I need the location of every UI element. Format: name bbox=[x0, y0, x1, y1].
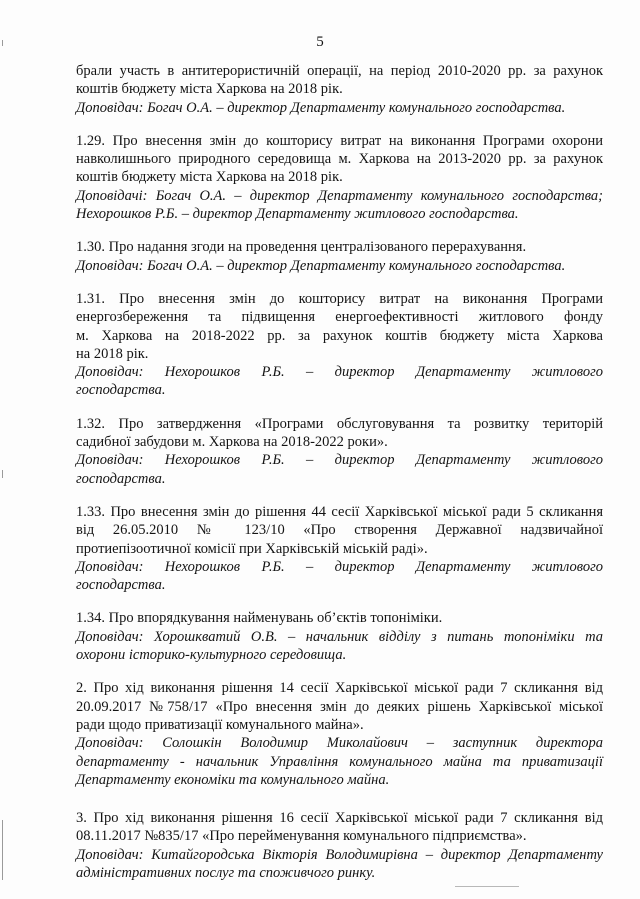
text-line: 2. Про хід виконання рішення 14 сесії Харківської міської ради 7 скликання від bbox=[76, 680, 603, 697]
scan-edge-mark bbox=[2, 470, 3, 478]
speaker-line bbox=[76, 257, 603, 275]
text-line: 1.33. Про внесення змін до рішення 44 сесії Харківської міської ради 5 скликання bbox=[76, 503, 603, 520]
agenda-item-text bbox=[76, 415, 603, 452]
speaker-line bbox=[76, 846, 603, 883]
speaker-text-line: Доповідач: Богач О.А. – директор Департаменту комунального господарства. bbox=[76, 99, 566, 116]
agenda-item-1-31 bbox=[76, 290, 603, 400]
agenda-item-text bbox=[76, 809, 603, 846]
speaker-line bbox=[76, 558, 603, 595]
footer-line bbox=[455, 886, 519, 887]
speaker-line bbox=[76, 628, 603, 665]
text-line: брали участь в антитерористичній операції, на період 2010-2020 рр. за рахунок bbox=[76, 63, 603, 79]
text-line: ради щодо приватизації комунального майна». bbox=[76, 716, 364, 733]
text-line: м. Харкова на 2018-2022 рр. за рахунок коштів бюджету міста Харкова bbox=[76, 327, 603, 344]
speaker-line bbox=[76, 734, 603, 789]
agenda-item-1-32 bbox=[76, 415, 603, 488]
text-line: навколишнього природного середовища м. Харкова на 2013-2020 рр. за рахунок bbox=[76, 151, 603, 168]
speaker-text-line: Доповідач: Хорошкватий О.В. – начальник відділу з питань топоніміки та bbox=[76, 628, 603, 645]
speaker-line bbox=[76, 451, 603, 488]
agenda-item-1-34 bbox=[76, 609, 603, 664]
speaker-text-line: Доповідач: Нехорошков Р.Б. – директор Департаменту житлового bbox=[76, 558, 603, 575]
speaker-text-line: Доповідач: Китайгородська Вікторія Володимирівна – директор Департаменту bbox=[76, 846, 603, 863]
agenda-item-1-30 bbox=[76, 238, 603, 275]
agenda-content bbox=[76, 62, 603, 897]
speaker-text-line: охорони історико-культурного середовища. bbox=[76, 647, 347, 664]
agenda-item-text bbox=[76, 62, 603, 99]
text-line: коштів бюджету міста Харкова на 2018 рік. bbox=[76, 169, 343, 186]
agenda-item-text bbox=[76, 238, 603, 256]
speaker-text-line: господарства. bbox=[76, 577, 166, 594]
speaker-text-line: Доповідачі: Богач О.А. – директор Департаменту комунального господарства; bbox=[76, 187, 603, 204]
text-line: енергозбереження та підвищення енергоефективності житлового фонду bbox=[76, 309, 603, 326]
speaker-text-line: Доповідач: Нехорошков Р.Б. – директор Департаменту житлового bbox=[76, 452, 603, 469]
agenda-item-text bbox=[76, 290, 603, 363]
speaker-line bbox=[76, 187, 603, 224]
text-line: 1.32. Про затвердження «Програми обслуговування та розвитку територій bbox=[76, 415, 603, 432]
text-line: від 26.05.2010 № 123/10 «Про створення Державної надзвичайної bbox=[76, 522, 603, 539]
agenda-item-1-33 bbox=[76, 503, 603, 594]
agenda-item-text bbox=[76, 679, 603, 734]
speaker-text-line: Департаменту економіки та комунального майна. bbox=[76, 771, 390, 788]
speaker-text-line: Доповідач: Солошкін Володимир Миколайович – заступник директора bbox=[76, 735, 603, 752]
text-line: 08.11.2017 №835/17 «Про перейменування комунального підприємства». bbox=[76, 828, 527, 845]
speaker-line bbox=[76, 363, 603, 400]
scan-edge-mark bbox=[2, 820, 3, 880]
text-line: протиепізоотичної комісії при Харківській міській раді». bbox=[76, 540, 428, 557]
speaker-text-line: господарства. bbox=[76, 470, 166, 487]
text-line: 1.31. Про внесення змін до кошторису витрат на виконання Програми bbox=[76, 290, 603, 307]
speaker-text-line: Доповідач: Нехорошков Р.Б. – директор Департаменту житлового bbox=[76, 364, 603, 381]
speaker-text-line: Доповідач: Богач О.А. – директор Департаменту комунального господарства. bbox=[76, 257, 566, 274]
agenda-item-text bbox=[76, 609, 603, 627]
page-number: 5 bbox=[316, 34, 324, 50]
text-line: 1.29. Про внесення змін до кошторису витрат на виконання Програми охорони bbox=[76, 132, 603, 149]
text-line: 3. Про хід виконання рішення 16 сесії Харківської міської ради 7 скликання від bbox=[76, 810, 603, 827]
agenda-item-2 bbox=[76, 679, 603, 789]
agenda-item-1-29 bbox=[76, 132, 603, 223]
text-line: 1.30. Про надання згоди на проведення централізованого перерахування. bbox=[76, 239, 527, 256]
text-line: на 2018 рік. bbox=[76, 345, 149, 362]
text-line: коштів бюджету міста Харкова на 2018 рік. bbox=[76, 81, 343, 98]
speaker-text-line: господарства. bbox=[76, 382, 166, 399]
text-line: 1.34. Про впорядкування найменувань об’єктів топоніміки. bbox=[76, 610, 443, 627]
agenda-item-text bbox=[76, 503, 603, 558]
text-line: 20.09.2017 №758/17 «Про внесення змін до деяких рішень Харківської міської bbox=[76, 698, 603, 715]
agenda-item-3 bbox=[76, 809, 603, 882]
text-line: садибної забудови м. Харкова на 2018-2022 роки». bbox=[76, 434, 388, 451]
agenda-item-text bbox=[76, 132, 603, 187]
speaker-text-line: Нехорошков Р.Б. – директор Департаменту житлового господарства. bbox=[76, 206, 519, 223]
speaker-text-line: адміністративних послуг та споживчого ринку. bbox=[76, 864, 376, 881]
speaker-line bbox=[76, 99, 603, 117]
agenda-item-1-28-cont bbox=[76, 62, 603, 117]
speaker-text-line: департаменту - начальник Управління комунального майна та приватизації bbox=[76, 753, 603, 770]
